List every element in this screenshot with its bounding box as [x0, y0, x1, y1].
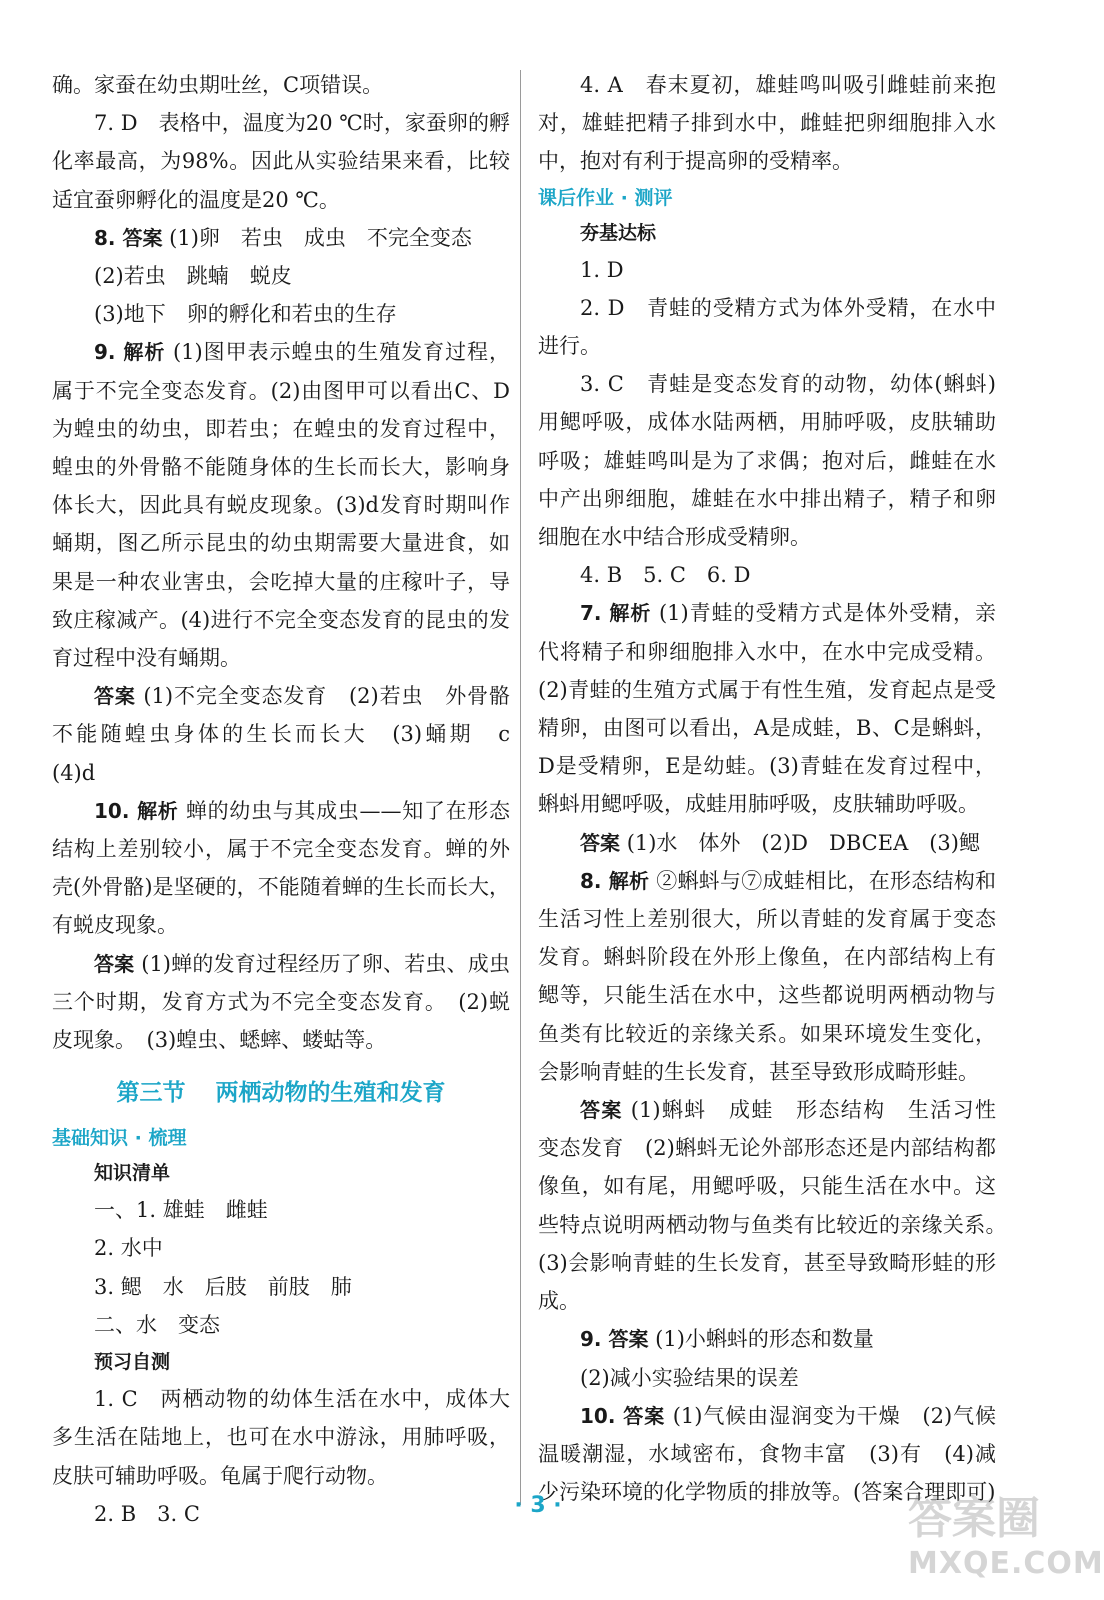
analysis-7: [538, 594, 996, 823]
answer-9-line: (2)减小实验结果的误差: [580, 1365, 799, 1390]
preview-answer-2-3: 2. B 3. C: [94, 1501, 200, 1526]
answer-8: [52, 219, 510, 257]
analysis-text: 蝉的幼虫与其成虫——知了在形态结构上差别较小，属于不完全变态发育。蝉的外壳(外骨骼)是坚硬的，不能随着蝉的生长而长大，有蜕皮现象。: [52, 798, 510, 938]
subheading-preview-test: 预习自测: [94, 1351, 171, 1374]
banner-homework: 课后作业 · 测评: [538, 186, 673, 209]
answer-text: (1)气候由湿润变为干燥 (2)气候温暖潮湿，水域密布，食物丰富 (3)有 (4)减少污染环境的化学物质的排放等。(答案合理即可): [538, 1403, 996, 1505]
answer-text: (1)卵 若虫 成虫 不完全变态: [169, 225, 472, 250]
homework-answer-3: 3. C 青蛙是变态发育的动物，幼体(蝌蚪)用鳃呼吸，成体水陆两栖，用肺呼吸，皮肤辅助呼吸；雄蛙鸣叫是为了求偶；抱对后，雌蛙在水中产出卵细胞，雄蛙在水中排出精子，精子和卵细胞在水中结合形成受精卵。: [538, 372, 996, 550]
analysis-text: (1)图甲表示蝗虫的生殖发育过程，属于不完全变态发育。(2)由图甲可以看出C、D为蝗虫的幼虫，即若虫；在蝗虫的发育过程中，蝗虫的外骨骼不能随身体的生长而长大，影响身体长大，因此具有蜕皮现象。(3)d发育时期叫作蛹期，图乙所示昆虫的幼虫期需要大量进食，如果是一种农业害虫，会吃掉大量的庄稼叶子，导致庄稼减产。(4)进行不完全变态发育的昆虫的发育过程中没有蛹期。: [52, 340, 510, 671]
answer-8-line: (2)若虫 跳蝻 蜕皮: [94, 264, 292, 289]
answer-label: 答案: [94, 951, 135, 976]
knowledge-item: 一、1. 雄蛙 雌蛙: [94, 1198, 268, 1223]
knowledge-item: 二、水 变态: [94, 1312, 220, 1337]
knowledge-item: 2. 水中: [94, 1236, 163, 1261]
answer-7: 7. D 表格中，温度为20 ℃时，家蚕卵的孵化率最高，为98%。因此从实验结果来看，比较适宜蚕卵孵化的温度是20 ℃。: [52, 111, 510, 212]
answer-8-line: (3)地下 卵的孵化和若虫的生存: [94, 302, 397, 327]
answer-label: 9. 答案: [580, 1327, 649, 1352]
paragraph: 确。家蚕在幼虫期吐丝，C项错误。: [52, 73, 384, 97]
knowledge-item: 3. 鳃 水 后肢 前肢 肺: [94, 1274, 352, 1299]
section-title: [52, 1073, 510, 1113]
page-number: · 3 ·: [514, 1493, 562, 1518]
analysis-10: [52, 792, 510, 945]
section-name: 两栖动物的生殖和发育: [215, 1080, 446, 1107]
banner-basic-knowledge: 基础知识 · 梳理: [52, 1127, 187, 1150]
analysis-label: 9. 解析: [94, 340, 166, 365]
answer-label: 答案: [580, 1098, 623, 1123]
answer-text: (1)蝌蚪 成蛙 形态结构 生活习性 变态发育 (2)蝌蚪无论外部形态还是内部结构都像鱼，如有尾，用鳃呼吸，只能生活在水中。这些特点说明两栖动物与鱼类有比较近的亲缘关系。 (3)会影响青蛙的生长发育，甚至导致畸形蛙的形成。: [538, 1098, 1017, 1314]
subheading-basic-practice: 夯基达标: [580, 221, 657, 244]
answer-text: (1)蝉的发育过程经历了卵、若虫、成虫三个时期，发育方式为不完全变态发育。 (2)蜕皮现象。 (3)蝗虫、蟋蟀、蝼蛄等。: [52, 951, 510, 1053]
analysis-9: [52, 333, 510, 677]
column-divider: [520, 70, 521, 1505]
answer-label: 8. 答案: [94, 225, 163, 250]
analysis-text: (1)青蛙的受精方式是体外受精，亲代将精子和卵细胞排入水中，在水中完成受精。(2)青蛙的生殖方式属于有性生殖，发育起点是受精卵，由图可以看出，A是成蛙，B、C是蝌蚪，D是受精卵，E是幼蛙。(3)青蛙在发育过程中，蝌蚪用鳃呼吸，成蛙用肺呼吸，皮肤辅助呼吸。: [538, 601, 996, 817]
preview-answer-4: 4. A 春末夏初，雄蛙鸣叫吸引雌蛙前来抱对，雄蛙把精子排到水中，雌蛙把卵细胞排入水中，抱对有利于提高卵的受精率。: [538, 73, 996, 174]
answer-7: [538, 824, 996, 862]
homework-answer-4-6: 4. B 5. C 6. D: [580, 563, 751, 588]
homework-answer-2: 2. D 青蛙的受精方式为体外受精，在水中进行。: [538, 295, 996, 359]
analysis-label: 8. 解析: [580, 868, 650, 893]
analysis-text: ②蝌蚪与⑦成蛙相比，在形态结构和生活习性上差别很大，所以青蛙的发育属于变态发育。蝌蚪阶段在外形上像鱼，在内部结构上有鳃等，只能生活在水中，这些都说明两栖动物与鱼类有比较近的亲缘关系。如果环境发生变化，会影响青蛙的生长发育，甚至导致形成畸形蛙。: [538, 868, 996, 1084]
answer-label: 10. 答案: [580, 1403, 666, 1428]
answer-text: (1)不完全变态发育 (2)若虫 外骨骼不能随蝗虫身体的生长而长大 (3)蛹期 c (4)d: [52, 684, 531, 785]
subheading-knowledge-list: 知识清单: [94, 1162, 171, 1185]
analysis-8: [538, 862, 996, 1091]
answer-label: 答案: [94, 684, 136, 709]
left-column: [52, 66, 531, 1533]
analysis-label: 7. 解析: [580, 601, 652, 626]
analysis-label: 10. 解析: [94, 798, 179, 823]
section-number: 第三节: [116, 1080, 186, 1107]
preview-answer-1: 1. C 两栖动物的幼体生活在水中，成体大多生活在陆地上，也可在水中游泳，用肺呼吸，皮肤可辅助呼吸。龟属于爬行动物。: [52, 1387, 510, 1488]
right-column: [538, 66, 1017, 1511]
watermark-url: MXQE.COM: [908, 1546, 1104, 1581]
answer-10: [52, 945, 510, 1060]
watermark-logo: [908, 1482, 1104, 1582]
answer-text: (1)水 体外 (2)D DBCEA (3)鳃: [626, 830, 980, 855]
homework-answer-1: 1. D: [580, 257, 624, 282]
answer-9: [538, 1320, 996, 1358]
watermark-text: 答案圈: [908, 1493, 1040, 1544]
answer-8: [538, 1091, 1017, 1320]
answer-9: [52, 677, 531, 792]
answer-text: (1)小蝌蚪的形态和数量: [655, 1327, 874, 1352]
answer-label: 答案: [580, 830, 620, 855]
